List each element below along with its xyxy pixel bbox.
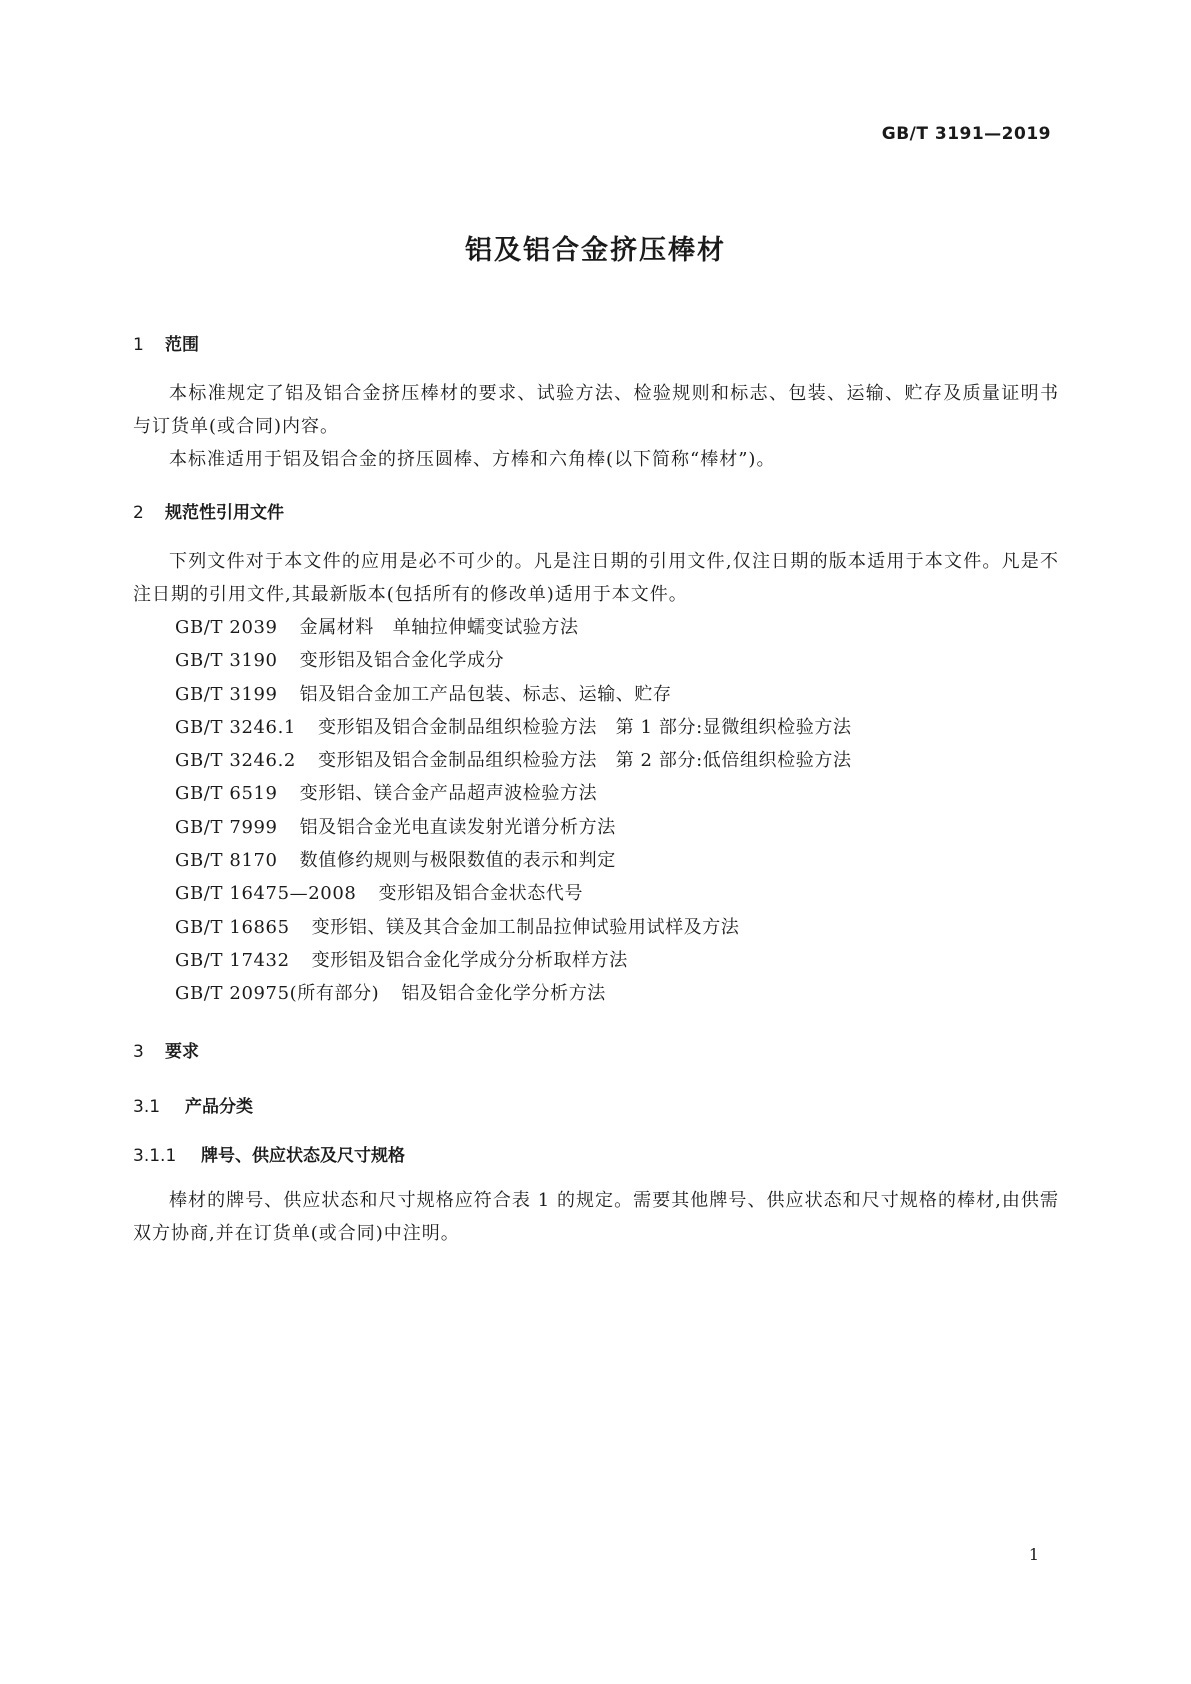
scope-paragraph-1: 本标准规定了铝及铝合金挤压棒材的要求、试验方法、检验规则和标志、包装、运输、贮存及质量证明书与订货单(或合同)内容。 — [133, 383, 1059, 437]
section-title: 范围 — [165, 335, 199, 355]
reference-code: GB/T 17432 — [175, 949, 290, 971]
reference-code: GB/T 6519 — [175, 783, 278, 805]
subsection-number: 3.1 — [133, 1096, 161, 1117]
reference-title: 铝及铝合金加工产品包装、标志、运输、贮存 — [299, 683, 672, 705]
section-heading-scope — [133, 330, 1059, 355]
subsubsection-heading-grade-temper-size — [133, 1141, 1059, 1166]
reference-item — [133, 844, 1059, 877]
reference-item — [133, 611, 1059, 644]
reference-code: GB/T 7999 — [175, 816, 278, 838]
reference-item — [133, 711, 1059, 744]
standard-code: GB/T 3191—2019 — [881, 124, 1051, 144]
reference-title: 变形铝、镁及其合金加工制品拉伸试验用试样及方法 — [311, 916, 740, 938]
reference-item — [133, 977, 1059, 1010]
page-number: 1 — [1028, 1545, 1039, 1564]
reference-item — [133, 877, 1059, 910]
subsubsection-number: 3.1.1 — [133, 1145, 177, 1166]
reference-code: GB/T 16475—2008 — [175, 883, 357, 905]
reference-title: 变形铝及铝合金化学成分 — [299, 650, 505, 672]
section-heading-requirements — [133, 1037, 1059, 1062]
reference-title: 变形铝、镁合金产品超声波检验方法 — [299, 783, 598, 805]
scope-paragraph-2: 本标准适用于铝及铝合金的挤压圆棒、方棒和六角棒(以下简称“棒材”)。 — [169, 449, 776, 470]
document-title: 铝及铝合金挤压棒材 — [465, 235, 726, 266]
subsection-title: 产品分类 — [185, 1096, 253, 1117]
reference-title: 变形铝及铝合金制品组织检验方法 第 2 部分:低倍组织检验方法 — [317, 750, 852, 772]
reference-code: GB/T 3199 — [175, 683, 278, 705]
reference-code: GB/T 3246.2 — [175, 750, 296, 772]
reference-item — [133, 944, 1059, 977]
subsubsection-title: 牌号、供应状态及尺寸规格 — [201, 1145, 405, 1166]
reference-list — [133, 611, 1059, 1011]
document-body — [133, 330, 1059, 1250]
grade-temper-size-paragraph: 棒材的牌号、供应状态和尺寸规格应符合表 1 的规定。需要其他牌号、供应状态和尺寸规格的棒材,由供需双方协商,并在订货单(或合同)中注明。 — [133, 1189, 1059, 1244]
reference-title: 数值修约规则与极限数值的表示和判定 — [299, 850, 616, 872]
reference-title: 变形铝及铝合金状态代号 — [378, 883, 584, 905]
reference-code: GB/T 3190 — [175, 650, 278, 672]
reference-item — [133, 777, 1059, 810]
reference-title: 铝及铝合金光电直读发射光谱分析方法 — [299, 816, 616, 838]
reference-title: 铝及铝合金化学分析方法 — [401, 983, 606, 1005]
reference-item — [133, 678, 1059, 711]
reference-item — [133, 744, 1059, 777]
reference-title: 变形铝及铝合金制品组织检验方法 第 1 部分:显微组织检验方法 — [317, 716, 852, 738]
reference-title: 变形铝及铝合金化学成分分析取样方法 — [311, 949, 628, 971]
reference-code: GB/T 20975(所有部分) — [175, 983, 380, 1005]
reference-item — [133, 644, 1059, 677]
section-number: 3 — [133, 1041, 144, 1062]
reference-title: 金属材料 单轴拉伸蠕变试验方法 — [299, 617, 579, 638]
reference-item — [133, 811, 1059, 844]
reference-item — [133, 911, 1059, 944]
references-intro: 下列文件对于本文件的应用是必不可少的。凡是注日期的引用文件,仅注日期的版本适用于本文件。凡是不注日期的引用文件,其最新版本(包括所有的修改单)适用于本文件。 — [133, 551, 1059, 605]
section-heading-references — [133, 498, 1059, 523]
section-number: 1 — [133, 335, 144, 355]
reference-code: GB/T 3246.1 — [175, 716, 296, 738]
section-title: 要求 — [165, 1041, 199, 1062]
subsection-heading-product-classification — [133, 1092, 1059, 1117]
reference-code: GB/T 8170 — [175, 850, 278, 872]
reference-code: GB/T 2039 — [175, 617, 278, 638]
reference-code: GB/T 16865 — [175, 916, 290, 938]
section-title: 规范性引用文件 — [165, 503, 284, 523]
section-number: 2 — [133, 503, 144, 523]
